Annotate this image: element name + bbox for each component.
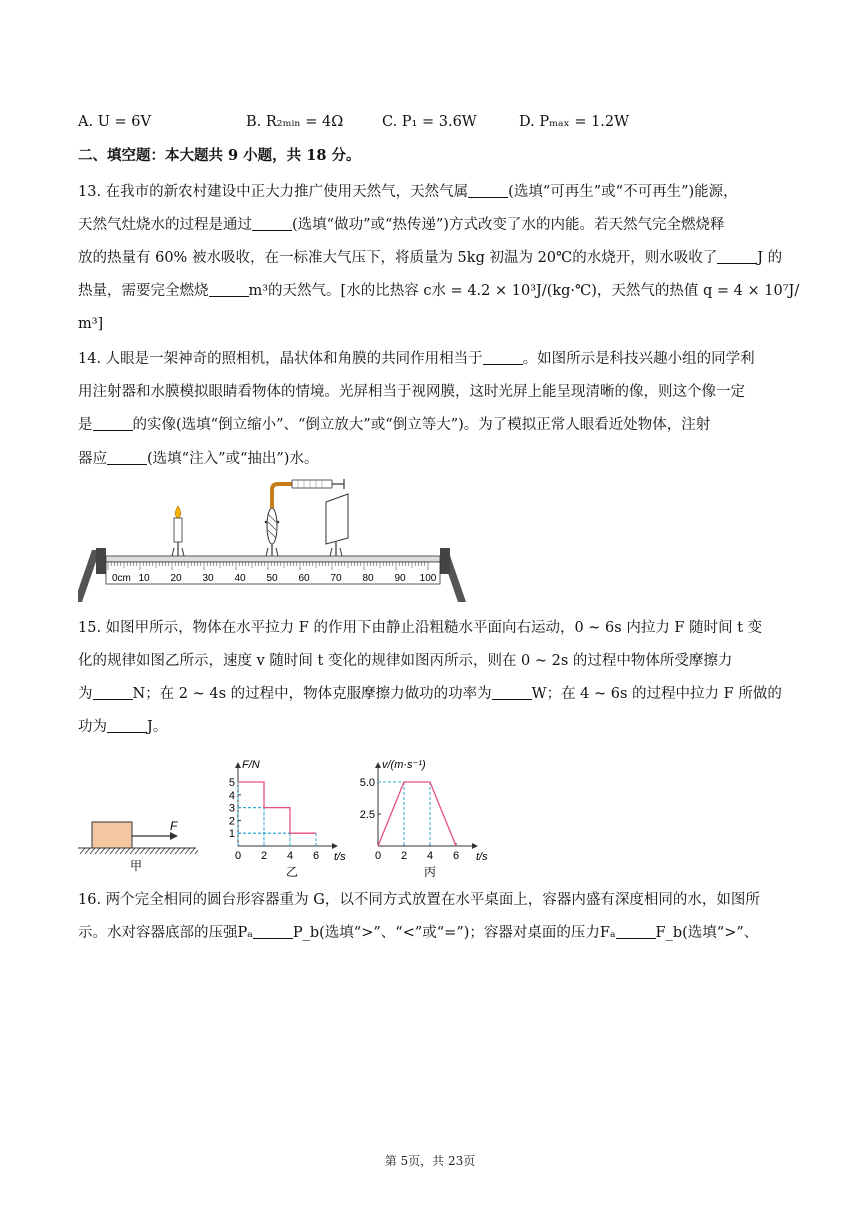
hatch-line [130,848,135,854]
text: 放的热量有 60% 被水吸收，在一标准大气压下，将质量为 5kg 初温为 20℃的水烧开，则水吸收了 [78,250,718,266]
y-tick-label: 4 [228,789,235,802]
text: 示。水对容器底部的压强Pₐ [78,925,253,941]
hatch-line [80,848,85,854]
text: 是 [78,417,93,433]
figure-caption: 乙 [286,865,299,879]
ruler-label-6: 60 [298,573,310,584]
ruler-label-5: 50 [266,573,278,584]
hatch-line [120,848,125,854]
hatch-line [105,848,110,854]
ruler-label-2: 20 [170,573,182,584]
ruler-label-0: 0cm [112,573,131,584]
force-label: F [170,819,178,833]
hatch-line [185,848,190,854]
text: 器应 [78,451,107,467]
block [92,822,132,848]
y-tick-label: 1 [228,828,235,841]
answer-blank [616,924,656,939]
y-tick-label: 5.0 [359,777,375,789]
ruler-label-9: 90 [394,573,406,584]
chart-axes [235,762,338,849]
text: W；在 4 ~ 6s 的过程中拉力 F 所做的 [531,686,782,702]
q15-line2: 化的规律如图乙所示，速度 v 随时间 t 变化的规律如图丙所示，则在 0 ~ 2s 的过程中物体所受摩擦力 [78,653,733,669]
page-footer: 第 5页，共 23页 [384,1154,476,1168]
ruler-label-1: 10 [138,573,150,584]
text: 功为 [78,719,107,735]
force-arrowhead [170,832,178,840]
x-axis-arrow [472,843,478,849]
light-screen [326,494,348,556]
text: m³的天然气。[水的比热容 c水 = 4.2 × 10³J/(kg·℃)，天然气的热值 q = 4 × 10⁷J/ [248,283,800,299]
q13-line1 [78,182,784,202]
x-tick-labels [235,850,319,862]
candle [172,506,184,556]
text: 的实像(选填“倒立缩小”、“倒立放大”或“倒立等大”)。为了模拟正常人眼看近处物体，注射 [132,417,711,433]
hatch-line [100,848,105,854]
chart-velocity-time [352,756,502,880]
figure-jia [78,810,198,874]
x-tick-label: 6 [312,850,320,862]
optical-bench-figure [78,478,468,608]
right-post [440,548,450,574]
ruler-label-10: 100 [419,573,437,584]
hatch-line [180,848,185,854]
option-b: B. R₂ₘᵢₙ = 4Ω [246,114,344,130]
text: P_b(选填“>”、“<”或“=”)；容器对桌面的压力Fₐ [292,925,616,941]
hatch-line [125,848,130,854]
q14-line4 [78,449,784,469]
answer-blank [468,183,508,198]
x-tick-label: 4 [286,850,294,862]
x-axis-arrow [332,843,338,849]
q16-line2 [78,923,784,943]
q14-line3 [78,415,784,435]
hatch-line [115,848,120,854]
y-axis-label: F/N [242,759,260,771]
x-tick-label: 0 [234,850,242,862]
chart-axes [375,762,478,849]
y-tick-label: 2 [228,815,235,828]
y-axis-arrow [235,762,241,768]
answer-blank [492,685,532,700]
q15-line3 [78,684,784,704]
hatch-line [170,848,175,854]
hatch-line [110,848,115,854]
answer-blank [483,350,523,365]
text: 为 [78,686,93,702]
text: 13. 在我市的新农村建设中正大力推广使用天然气，天然气属 [78,184,469,200]
q14-line2: 用注射器和水膜模拟眼睛看物体的情境。光屏相当于视网膜，这时光屏上能呈现清晰的像，则这个像一定 [78,384,745,400]
hatch-line [165,848,170,854]
option-d: D. Pₘₐₓ = 1.2W [519,114,630,130]
x-axis-label: t/s [476,851,488,863]
x-tick-label: 4 [426,850,434,862]
y-axis-arrow [375,762,381,768]
answer-blank [252,216,292,231]
x-axis-label: t/s [334,851,346,863]
series-line [378,782,456,846]
hatch-line [140,848,145,854]
hatch-line [175,848,180,854]
q15-line4 [78,717,784,737]
y-axis-label: v/(m·s⁻¹) [382,759,426,771]
y-tick-labels [229,777,235,840]
text: (选填“注入”或“抽出”)水。 [147,451,319,467]
answer-blank [93,685,133,700]
text: 。如图所示是科技兴趣小组的同学利 [522,351,755,367]
hatch-line [195,848,198,854]
q13-line2 [78,215,784,235]
ruler-label-8: 80 [362,573,374,584]
hatch-line [160,848,165,854]
hatch-line [95,848,100,854]
hatch-line [135,848,140,854]
q14-line1 [78,349,784,369]
text: J。 [147,719,168,735]
answer-blank [209,282,249,297]
ruler-label-3: 30 [202,573,214,584]
hatch-line [155,848,160,854]
answer-blank [93,416,133,431]
hatch-line [145,848,150,854]
text: 天然气灶烧水的过程是通过 [78,217,252,233]
text: J 的 [757,250,783,266]
text: F_b(选填“>”、 [655,925,759,941]
answer-blank [107,450,147,465]
text: (选填“做功”或“热传递”)方式改变了水的内能。若天然气完全燃烧释 [292,217,725,233]
q13-line3 [78,248,784,268]
x-tick-label: 0 [374,850,382,862]
hatch-line [150,848,155,854]
x-tick-label: 2 [260,850,268,862]
answer-blank [107,718,147,733]
chart-guides [238,782,316,846]
hatch-line [85,848,90,854]
ruler-label-4: 40 [234,573,246,584]
ground-hatch [80,848,198,854]
bench-rail [106,556,440,562]
ruler-label-7: 70 [330,573,342,584]
option-a: A. U = 6V [78,114,151,130]
text: N；在 2 ~ 4s 的过程中，物体克服摩擦力做功的功率为 [132,686,492,702]
chart-force-time [216,756,356,880]
q15-line1: 15. 如图甲所示，物体在水平拉力 F 的作用下由静止沿粗糙水平面向右运动，0 ~ 6s 内拉力 F 随时间 t 变 [78,620,763,636]
option-c: C. P₁ = 3.6W [382,114,477,130]
text: 14. 人眼是一架神奇的照相机，晶状体和角膜的共同作用相当于 [78,351,483,367]
hatch-line [190,848,195,854]
figure-caption: 丙 [424,865,437,879]
section-heading: 二、填空题：本大题共 9 小题，共 18 分。 [78,147,361,164]
answer-blank [253,924,293,939]
left-post [96,548,106,574]
figure-caption: 甲 [130,859,143,873]
text: 热量，需要完全燃烧 [78,283,209,299]
hatch-line [90,848,95,854]
chart-guides [378,782,430,846]
y-tick-label: 2.5 [359,809,375,821]
x-tick-label: 2 [400,850,408,862]
x-tick-label: 6 [452,850,460,862]
text: (选填“可再生”或“不可再生”)能源， [508,184,738,200]
answer-blank [717,249,757,264]
y-tick-label: 3 [228,802,235,815]
y-tick-label: 5 [228,777,235,789]
q13-line4 [78,281,800,301]
q16-line1: 16. 两个完全相同的圆台形容器重为 G，以不同方式放置在水平桌面上，容器内盛有深度相同的水，如图所 [78,892,760,908]
x-tick-labels [375,850,459,862]
q13-line5: m³] [78,316,104,332]
y-tick-labels [360,777,375,821]
